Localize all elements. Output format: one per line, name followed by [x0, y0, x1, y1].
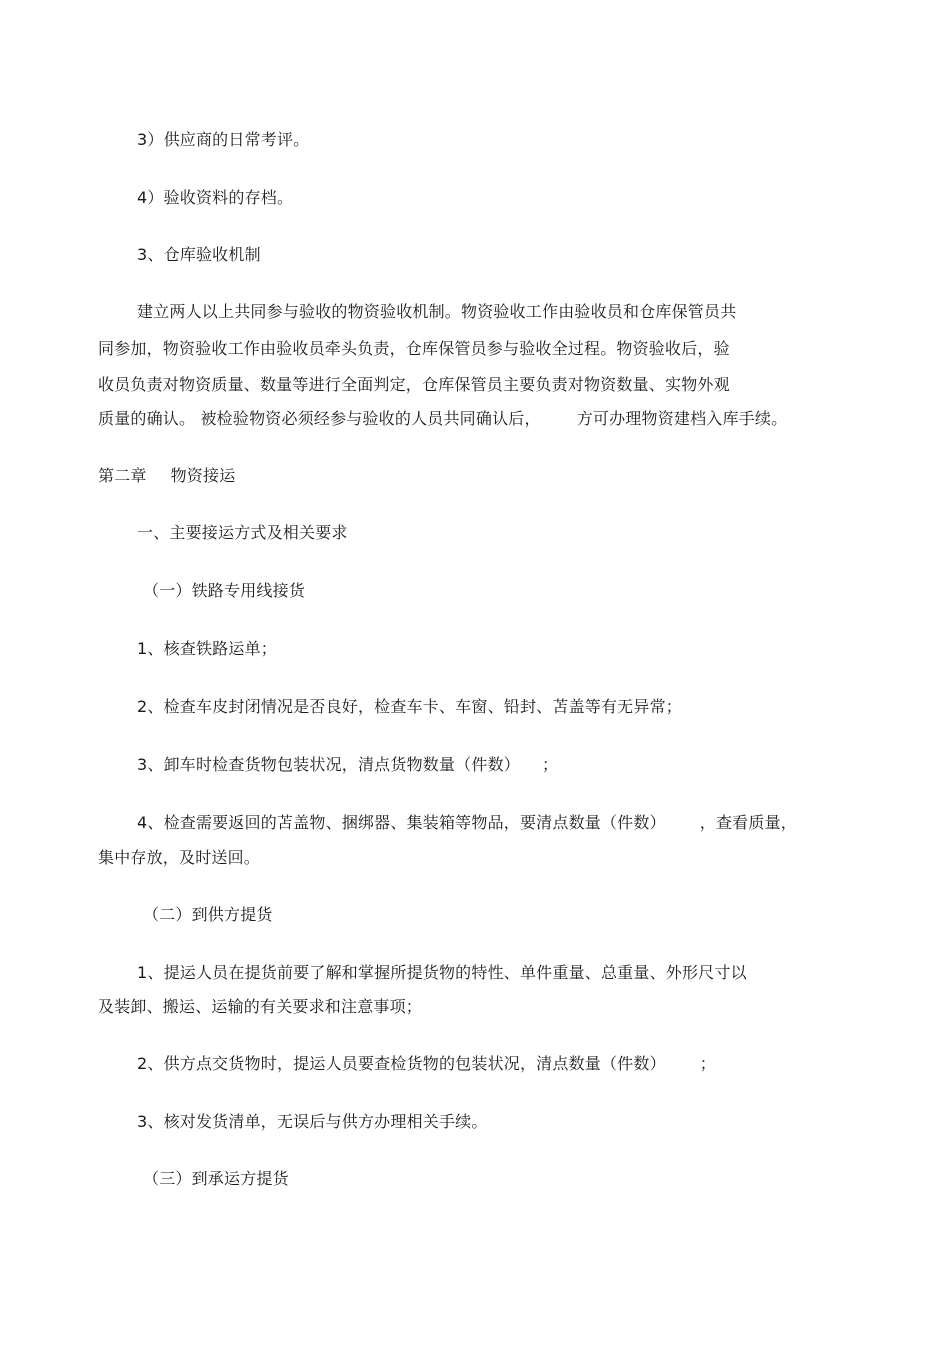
text: 3、核对发货清单，无误后与供方办理相关手续。: [137, 1112, 488, 1131]
text: 一、主要接运方式及相关要求: [137, 523, 348, 542]
text: 2、检查车皮封闭情况是否良好，检查车卡、车窗、铅封、苫盖等有无异常；: [137, 697, 682, 716]
section-heading-main-methods: [137, 522, 348, 544]
text: 3、仓库验收机制: [137, 245, 261, 264]
list-item-supplier-1: [137, 962, 747, 984]
text: 3）供应商的日常考评。: [137, 130, 310, 149]
text: 2、供方点交货物时，提运人员要查检货物的包装状况，清点数量（件数）: [137, 1054, 666, 1073]
text: 收员负责对物资质量、数量等进行全面判定，仓库保管员主要负责对物资数量、实物外观: [98, 375, 730, 394]
list-item-supplier-review: [137, 129, 309, 151]
text: （一）铁路专用线接货: [143, 581, 306, 600]
text: 同参加，物资验收工作由验收员牵头负责，仓库保管员参与验收全过程。物资验收后，验: [98, 339, 730, 358]
list-item-railway-4-cont: [98, 847, 260, 869]
subsection-heading-supplier-pickup: [143, 904, 273, 926]
text: 方可办理物资建档入库手续。: [576, 409, 788, 428]
section-heading-warehouse-acceptance: [137, 244, 261, 266]
paragraph-line-3: [98, 374, 730, 396]
text: 3、卸车时检查货物包装状况，清点货物数量（件数）: [137, 755, 520, 774]
subsection-heading-carrier-pickup: [143, 1168, 289, 1190]
list-item-archive: [137, 187, 293, 209]
list-item-supplier-3: [137, 1111, 488, 1133]
subsection-heading-railway: [143, 580, 305, 602]
chapter-title: 物资接运: [170, 466, 236, 485]
text: ；: [699, 1054, 716, 1073]
chapter-heading: [98, 465, 235, 487]
text: 建立两人以上共同参与验收的物资验收机制。物资验收工作由验收员和仓库保管员共: [137, 302, 737, 321]
list-item-railway-1: [137, 638, 277, 660]
paragraph-line-2: [98, 338, 730, 360]
paragraph-line-4: [98, 408, 787, 430]
list-item-supplier-1-cont: [98, 996, 422, 1018]
text: 及装卸、搬运、运输的有关要求和注意事项；: [98, 997, 423, 1016]
text: 4、检查需要返回的苫盖物、捆绑器、集装箱等物品，要清点数量（件数）: [137, 813, 666, 832]
text: （二）到供方提货: [143, 905, 273, 924]
text: 1、提运人员在提货前要了解和掌握所提货物的特性、单件重量、总重量、外形尺寸以: [137, 963, 747, 982]
list-item-railway-3: [137, 754, 558, 776]
text: 1、核查铁路运单；: [137, 639, 277, 658]
list-item-supplier-2: [137, 1053, 716, 1075]
text: 集中存放，及时送回。: [98, 848, 261, 867]
text: 质量的确认。 被检验物资必须经参与验收的人员共同确认后，: [98, 409, 541, 428]
text: ；: [541, 755, 559, 774]
text: （三）到承运方提货: [143, 1169, 289, 1188]
chapter-number: 第二章: [98, 466, 147, 485]
list-item-railway-2: [137, 696, 682, 718]
text: ，查看质量，: [699, 813, 797, 832]
paragraph-line-1: [137, 301, 736, 323]
text: 4）验收资料的存档。: [137, 188, 294, 207]
list-item-railway-4: [137, 812, 797, 834]
